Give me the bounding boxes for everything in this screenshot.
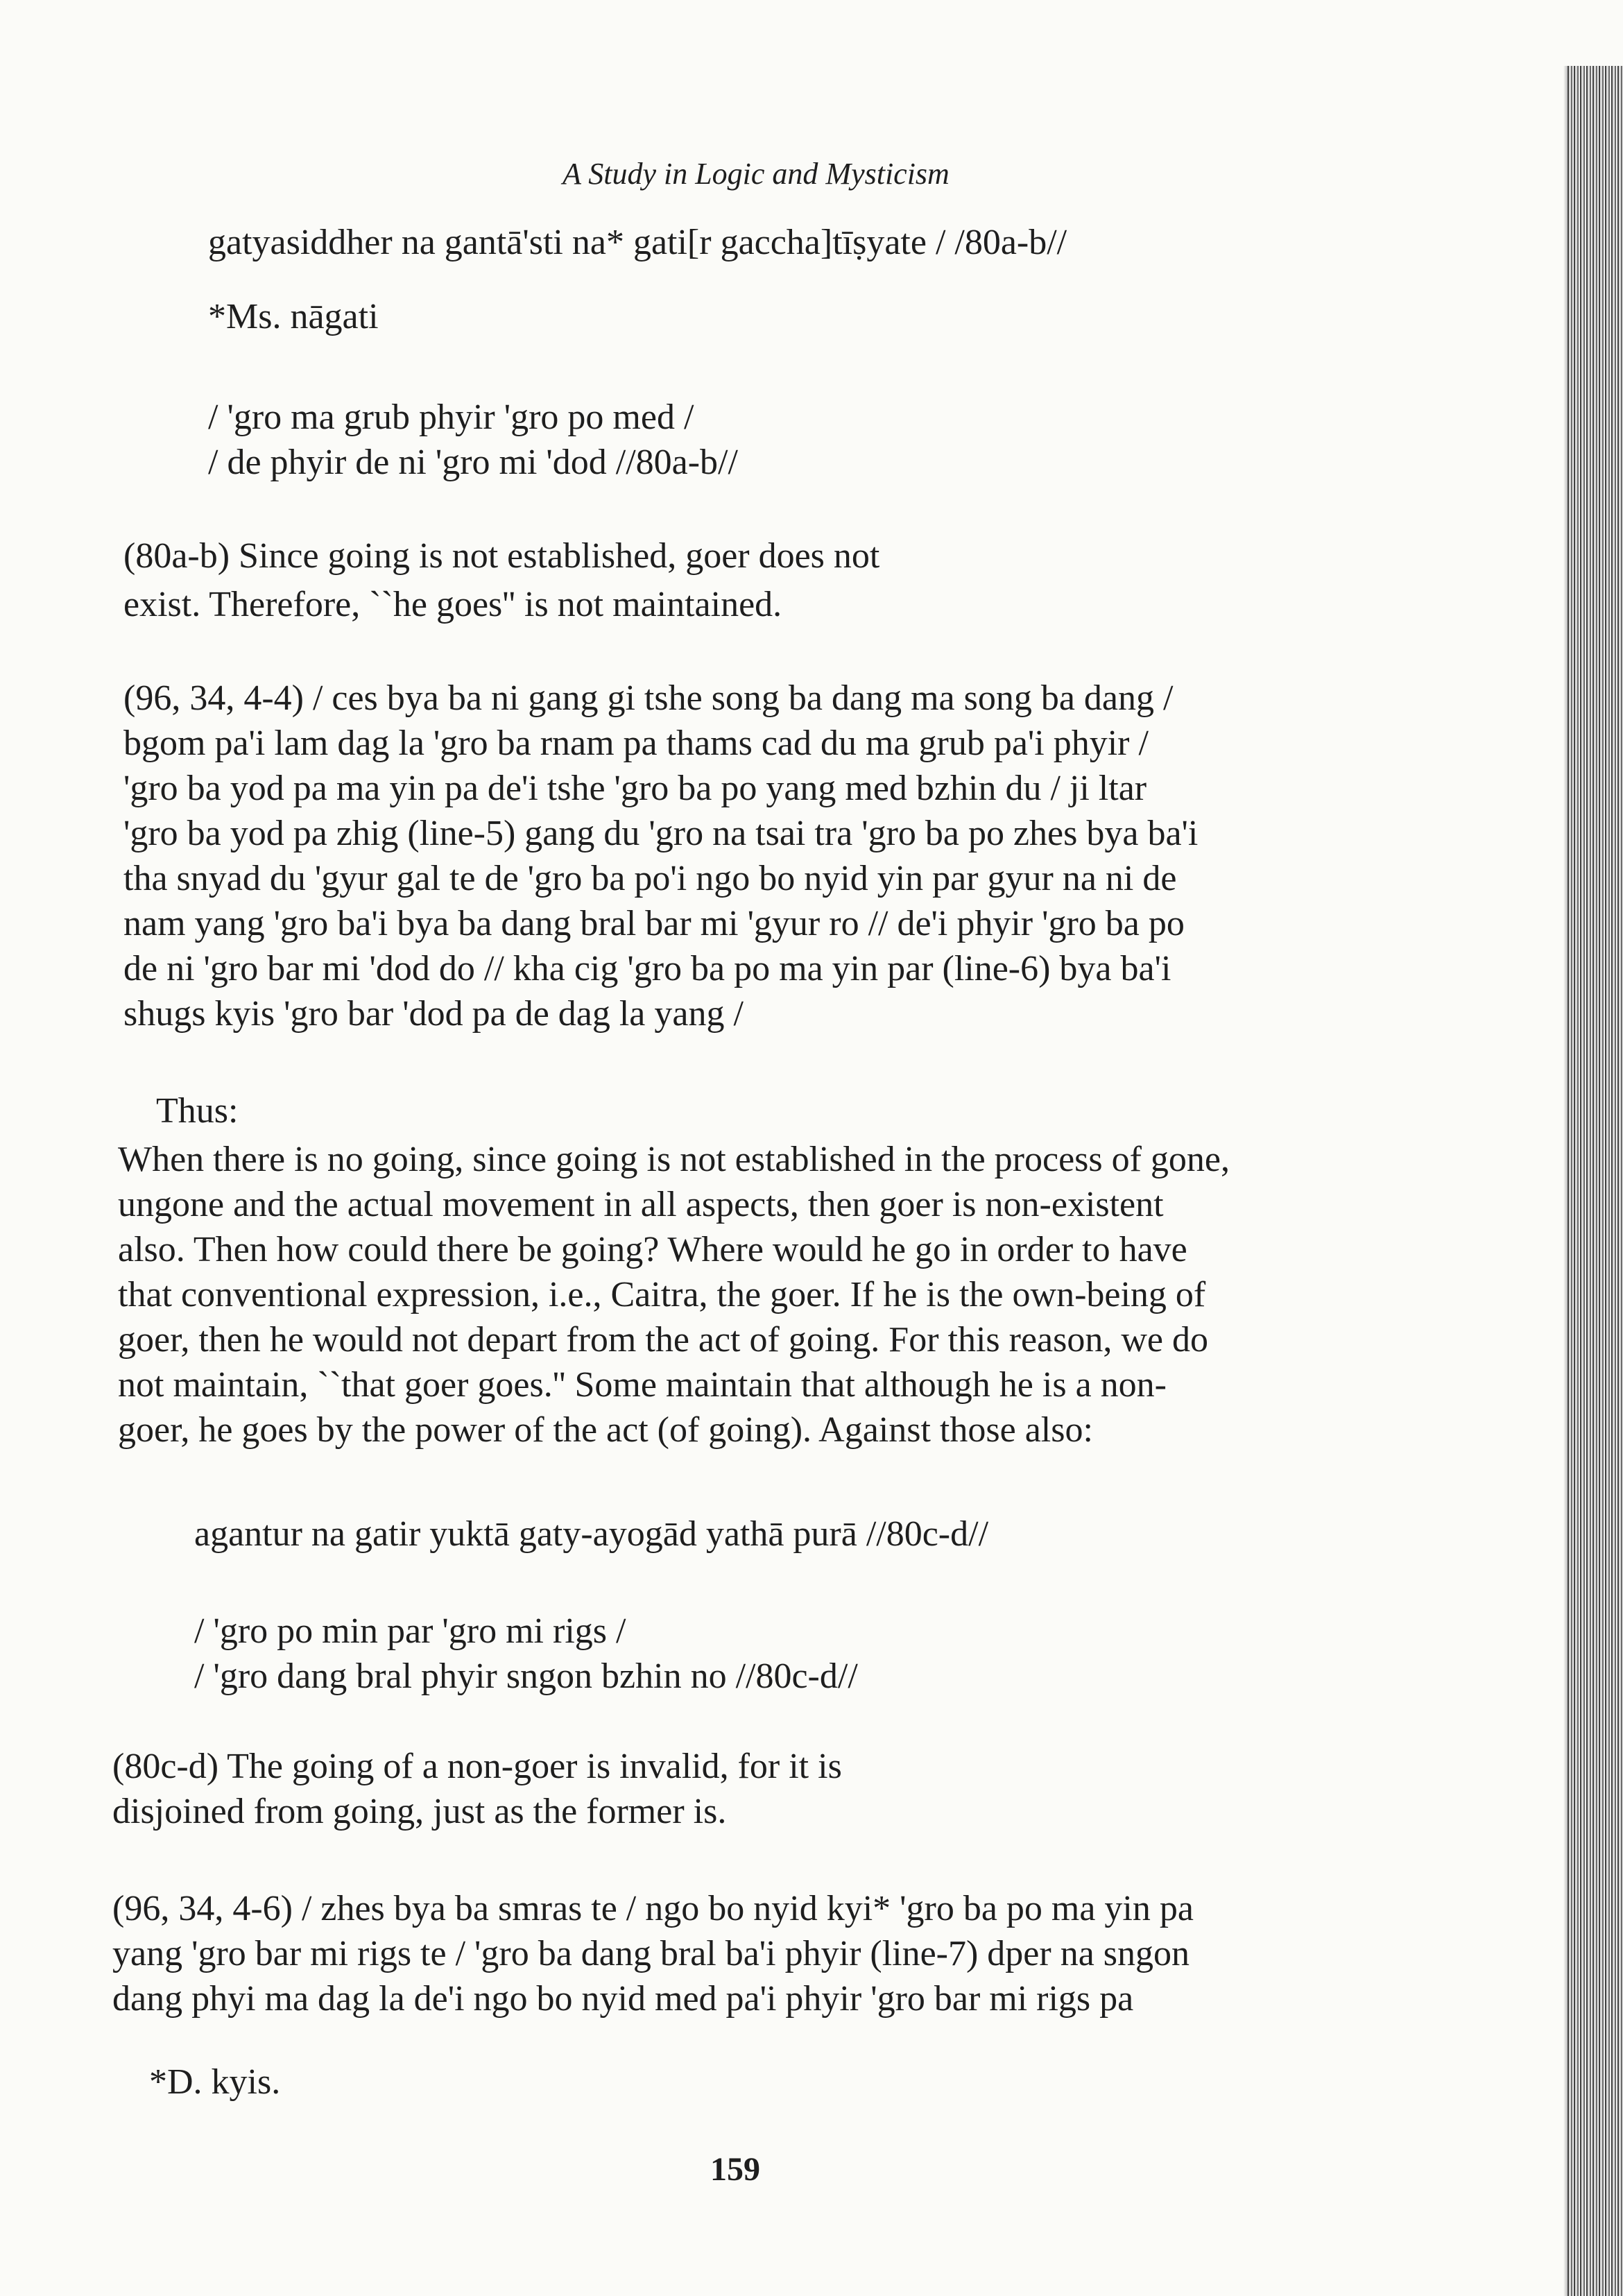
book-binding [1568, 66, 1623, 2296]
page-number: 159 [710, 2151, 760, 2188]
commentary-line: bgom pa'i lam dag la 'gro ba rnam pa thams cad du ma grub pa'i phyir / [123, 723, 1149, 763]
translation-line: disjoined from going, just as the former is. [112, 1792, 727, 1831]
translation-line: goer, then he would not depart from the act of going. For this reason, we do [118, 1320, 1208, 1360]
commentary-line: yang 'gro bar mi rigs te / 'gro ba dang bral ba'i phyir (line-7) dper na sngon [112, 1934, 1190, 1973]
translation-line: (80c-d) The going of a non-goer is invalid, for it is [112, 1747, 842, 1786]
translation-line: that conventional expression, i.e., Caitra, the goer. If he is the own-being of [118, 1275, 1206, 1314]
translation-line: goer, he goes by the power of the act (of going). Against those also: [118, 1410, 1093, 1450]
translation-line: When there is no going, since going is not established in the process of gone, [118, 1140, 1230, 1179]
running-header: A Study in Logic and Mysticism [563, 157, 950, 191]
tibetan-verse-line: / de phyir de ni 'gro mi 'dod //80a-b// [208, 443, 738, 482]
commentary-line: shugs kyis 'gro bar 'dod pa de dag la yang / [123, 994, 744, 1034]
sanskrit-verse-80cd: agantur na gatir yuktā gaty-ayogād yathā purā //80c-d// [194, 1514, 989, 1554]
translation-heading: Thus: [156, 1091, 239, 1131]
commentary-line: (96, 34, 4-6) / zhes bya ba smras te / ngo bo nyid kyi* 'gro ba po ma yin pa [112, 1889, 1194, 1928]
commentary-line: de ni 'gro bar mi 'dod do // kha cig 'gro ba po ma yin par (line-6) bya ba'i [123, 949, 1171, 988]
translation-line: not maintain, ``that goer goes.'' Some maintain that although he is a non- [118, 1365, 1167, 1405]
commentary-line: 'gro ba yod pa ma yin pa de'i tshe 'gro ba po yang med bzhin du / ji ltar [123, 769, 1147, 808]
commentary-line: tha snyad du 'gyur gal te de 'gro ba po'i ngo bo nyid yin par gyur na ni de [123, 859, 1177, 898]
manuscript-note: *Ms. nāgati [208, 297, 379, 336]
translation-line: (80a-b) Since going is not established, goer does not [123, 536, 880, 576]
tibetan-verse-line: / 'gro ma grub phyir 'gro po med / [208, 397, 694, 437]
commentary-line: dang phyi ma dag la de'i ngo bo nyid med pa'i phyir 'gro bar mi rigs pa [112, 1979, 1134, 2019]
commentary-line: (96, 34, 4-4) / ces bya ba ni gang gi tshe song ba dang ma song ba dang / [123, 678, 1174, 718]
commentary-line: 'gro ba yod pa zhig (line-5) gang du 'gro na tsai tra 'gro ba po zhes bya ba'i [123, 814, 1199, 853]
tibetan-verse-line: / 'gro po min par 'gro mi rigs / [194, 1611, 626, 1651]
translation-line: ungone and the actual movement in all aspects, then goer is non-existent [118, 1185, 1164, 1224]
commentary-line: nam yang 'gro ba'i bya ba dang bral bar mi 'gyur ro // de'i phyir 'gro ba po [123, 904, 1185, 943]
footnote: *D. kyis. [149, 2062, 281, 2102]
translation-line: exist. Therefore, ``he goes'' is not maintained. [123, 585, 782, 624]
tibetan-verse-line: / 'gro dang bral phyir sngon bzhin no //80c-d// [194, 1656, 858, 1696]
translation-line: also. Then how could there be going? Where would he go in order to have [118, 1230, 1187, 1269]
sanskrit-verse-80ab: gatyasiddher na gantā'sti na* gati[r gaccha]tīṣyate / /80a-b// [208, 223, 1067, 262]
